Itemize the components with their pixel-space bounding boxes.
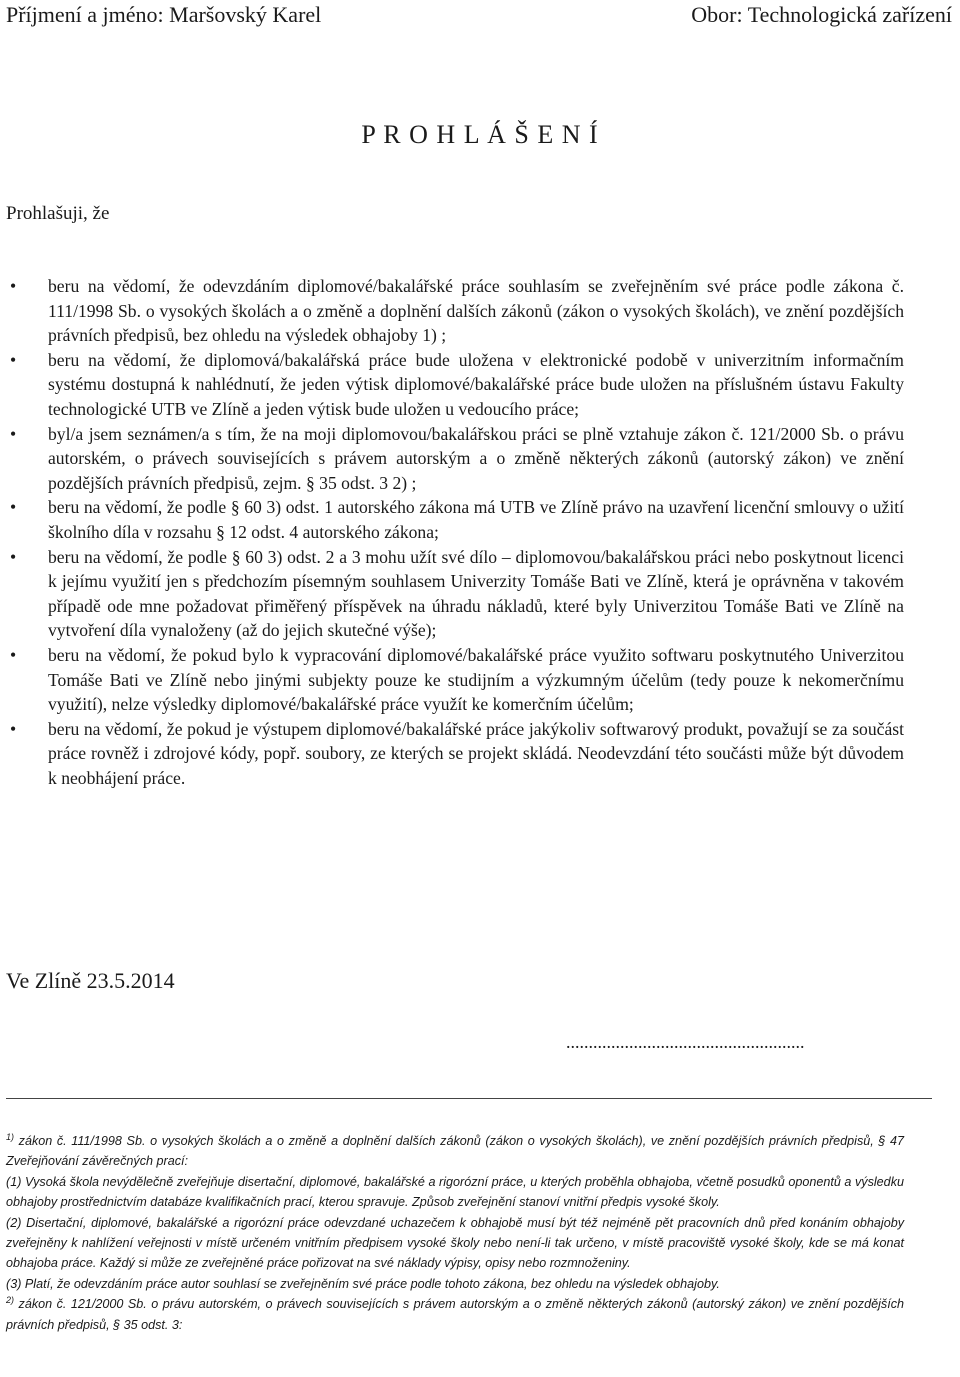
footnote-1 bbox=[6, 1131, 904, 1172]
footnote-2 bbox=[6, 1294, 904, 1335]
footnotes bbox=[6, 1131, 904, 1335]
list-item-text: beru na vědomí, že diplomová/bakalářská práce bude uložena v elektronické podobě v univerzitním informačním systému dostupná k nahlédnutí, že jeden výtisk diplomové/bakalářské práce bude uložen na příslušném ústavu Fakulty technologické UTB ve Zlíně a jeden výtisk bude uložen u vedoucího práce; bbox=[48, 349, 904, 419]
footnote-text: zákon č. 121/2000 Sb. o právu autorském, o právech souvisejících s právem autorským a o změně některých zákonů (autorský zákon) ve znění pozdějších právních předpisů, § 35 odst. 3: bbox=[6, 1297, 905, 1332]
bullet-icon: • bbox=[10, 546, 17, 567]
footnote-paragraph: (3) Platí, že odevzdáním práce autor souhlasí se zveřejněním své práce podle tohoto zákona, bez ohledu na výsledek obhajoby. bbox=[6, 1276, 720, 1291]
footnote-mark: 1) bbox=[6, 1131, 15, 1142]
place-date: Ve Zlíně 23.5.2014 bbox=[6, 968, 175, 993]
list-item bbox=[6, 274, 904, 348]
list-item bbox=[6, 643, 904, 717]
list-item bbox=[6, 495, 904, 544]
bullet-icon: • bbox=[10, 497, 17, 518]
list-item bbox=[6, 545, 904, 643]
list-item-text: beru na vědomí, že podle § 60 3) odst. 2 a 3 mohu užít své dílo – diplomovou/bakalářskou práci nebo poskytnout licenci k jejímu využití jen s předchozím písemným souhlasem Univerzity Tomáše Bati ve Zlíně, která je oprávněna v takovém případě ode mne požadovat přiměřený příspěvek na úhradu nákladů, které byly Univerzitou Tomáše Bati ve Zlíně na vytvoření díla vynaloženy (až do jejich skutečné výše); bbox=[48, 546, 904, 641]
list-item-text: byl/a jsem seznámen/a s tím, že na moji diplomovou/bakalářskou práci se plně vztahuje zákon č. 121/2000 Sb. o právu autorském, o právech souvisejících s právem autorským a o změně některých zákonů (autorský zákon) ve znění pozdějších právních předpisů, zejm. § 35 odst. 3 2) ; bbox=[48, 423, 904, 493]
list-item-text: beru na vědomí, že odevzdáním diplomové/bakalářské práce souhlasím se zveřejněním své práce podle zákona č. 111/1998 Sb. o vysokých školách a o změně a doplnění dalších zákonů (zákon o vysokých školách), ve znění pozdějších právních předpisů, bez ohledu na výsledek obhajoby 1) ; bbox=[48, 276, 904, 346]
footnote-text: zákon č. 111/1998 Sb. o vysokých školách a o změně a doplnění dalších zákonů (zákon o vysokých školách), ve znění pozdějších právních předpisů, § 47 Zveřejňování závěrečných prací: bbox=[6, 1134, 904, 1169]
intro-text: Prohlašuji, že bbox=[6, 203, 110, 224]
student-name: Příjmení a jméno: Maršovský Karel bbox=[6, 2, 322, 27]
bullet-icon: • bbox=[10, 644, 17, 665]
page-title: P R O H L Á Š E N Í bbox=[361, 120, 599, 149]
footnote-divider bbox=[6, 1098, 932, 1099]
footnote-mark: 2) bbox=[6, 1295, 15, 1306]
list-item bbox=[6, 348, 904, 422]
bullet-icon: • bbox=[10, 349, 17, 370]
declaration-list bbox=[6, 274, 904, 790]
footnote-paragraph: (2) Disertační, diplomové, bakalářské a rigorózní práce odevzdané uchazečem k obhajobě musí být též nejméně pět pracovních dnů před konáním obhajoby zveřejněny k nahlížení veřejnosti v místě určeném vnitřním předpisem vysoké školy nebo není-li tak určeno, v místě pracoviště vysoké školy, kde se má konat obhajoba práce. Každý si může ze zveřejněné práce pořizovat na své náklady výpisy, opisy nebo rozmnoženiny. bbox=[6, 1215, 904, 1271]
bullet-icon: • bbox=[10, 423, 17, 444]
list-item bbox=[6, 717, 904, 791]
page-header bbox=[6, 0, 954, 30]
signature-line: ..................................................... bbox=[566, 1032, 805, 1052]
list-item bbox=[6, 422, 904, 496]
study-field: Obor: Technologická zařízení bbox=[691, 2, 952, 27]
list-item-text: beru na vědomí, že pokud bylo k vypracování diplomové/bakalářské práce využito softwaru poskytnutého Univerzitou Tomáše Bati ve Zlíně nebo jinými subjekty pouze ke studijním a výzkumným účelům (tedy pouze k nekomerčnímu využití), nelze výsledky diplomové/bakalářské práce využít ke komerčním účelům; bbox=[48, 644, 904, 715]
bullet-icon: • bbox=[10, 718, 17, 739]
footnote-paragraph: (1) Vysoká škola nevýdělečně zveřejňuje disertační, diplomové, bakalářské a rigorózní práce, u kterých proběhla obhajoba, včetně posudků oponentů a výsledku obhajoby prostřednictvím databáze kvalifikačních prací, kterou spravuje. Způsob zveřejnění stanoví vnitřní předpis vysoké školy. bbox=[6, 1174, 904, 1210]
list-item-text: beru na vědomí, že podle § 60 3) odst. 1 autorského zákona má UTB ve Zlíně právo na uzavření licenční smlouvy o užití školního díla v rozsahu § 12 odst. 4 autorského zákona; bbox=[48, 497, 904, 542]
bullet-icon: • bbox=[10, 276, 17, 296]
list-item-text: beru na vědomí, že pokud je výstupem diplomové/bakalářské práce jakýkoliv softwarový produkt, považují se za součást práce rovněž i zdrojové kódy, popř. soubory, ze kterých se projekt skládá. Neodevzdání této součásti může být důvodem k neobhájení práce. bbox=[48, 718, 904, 788]
